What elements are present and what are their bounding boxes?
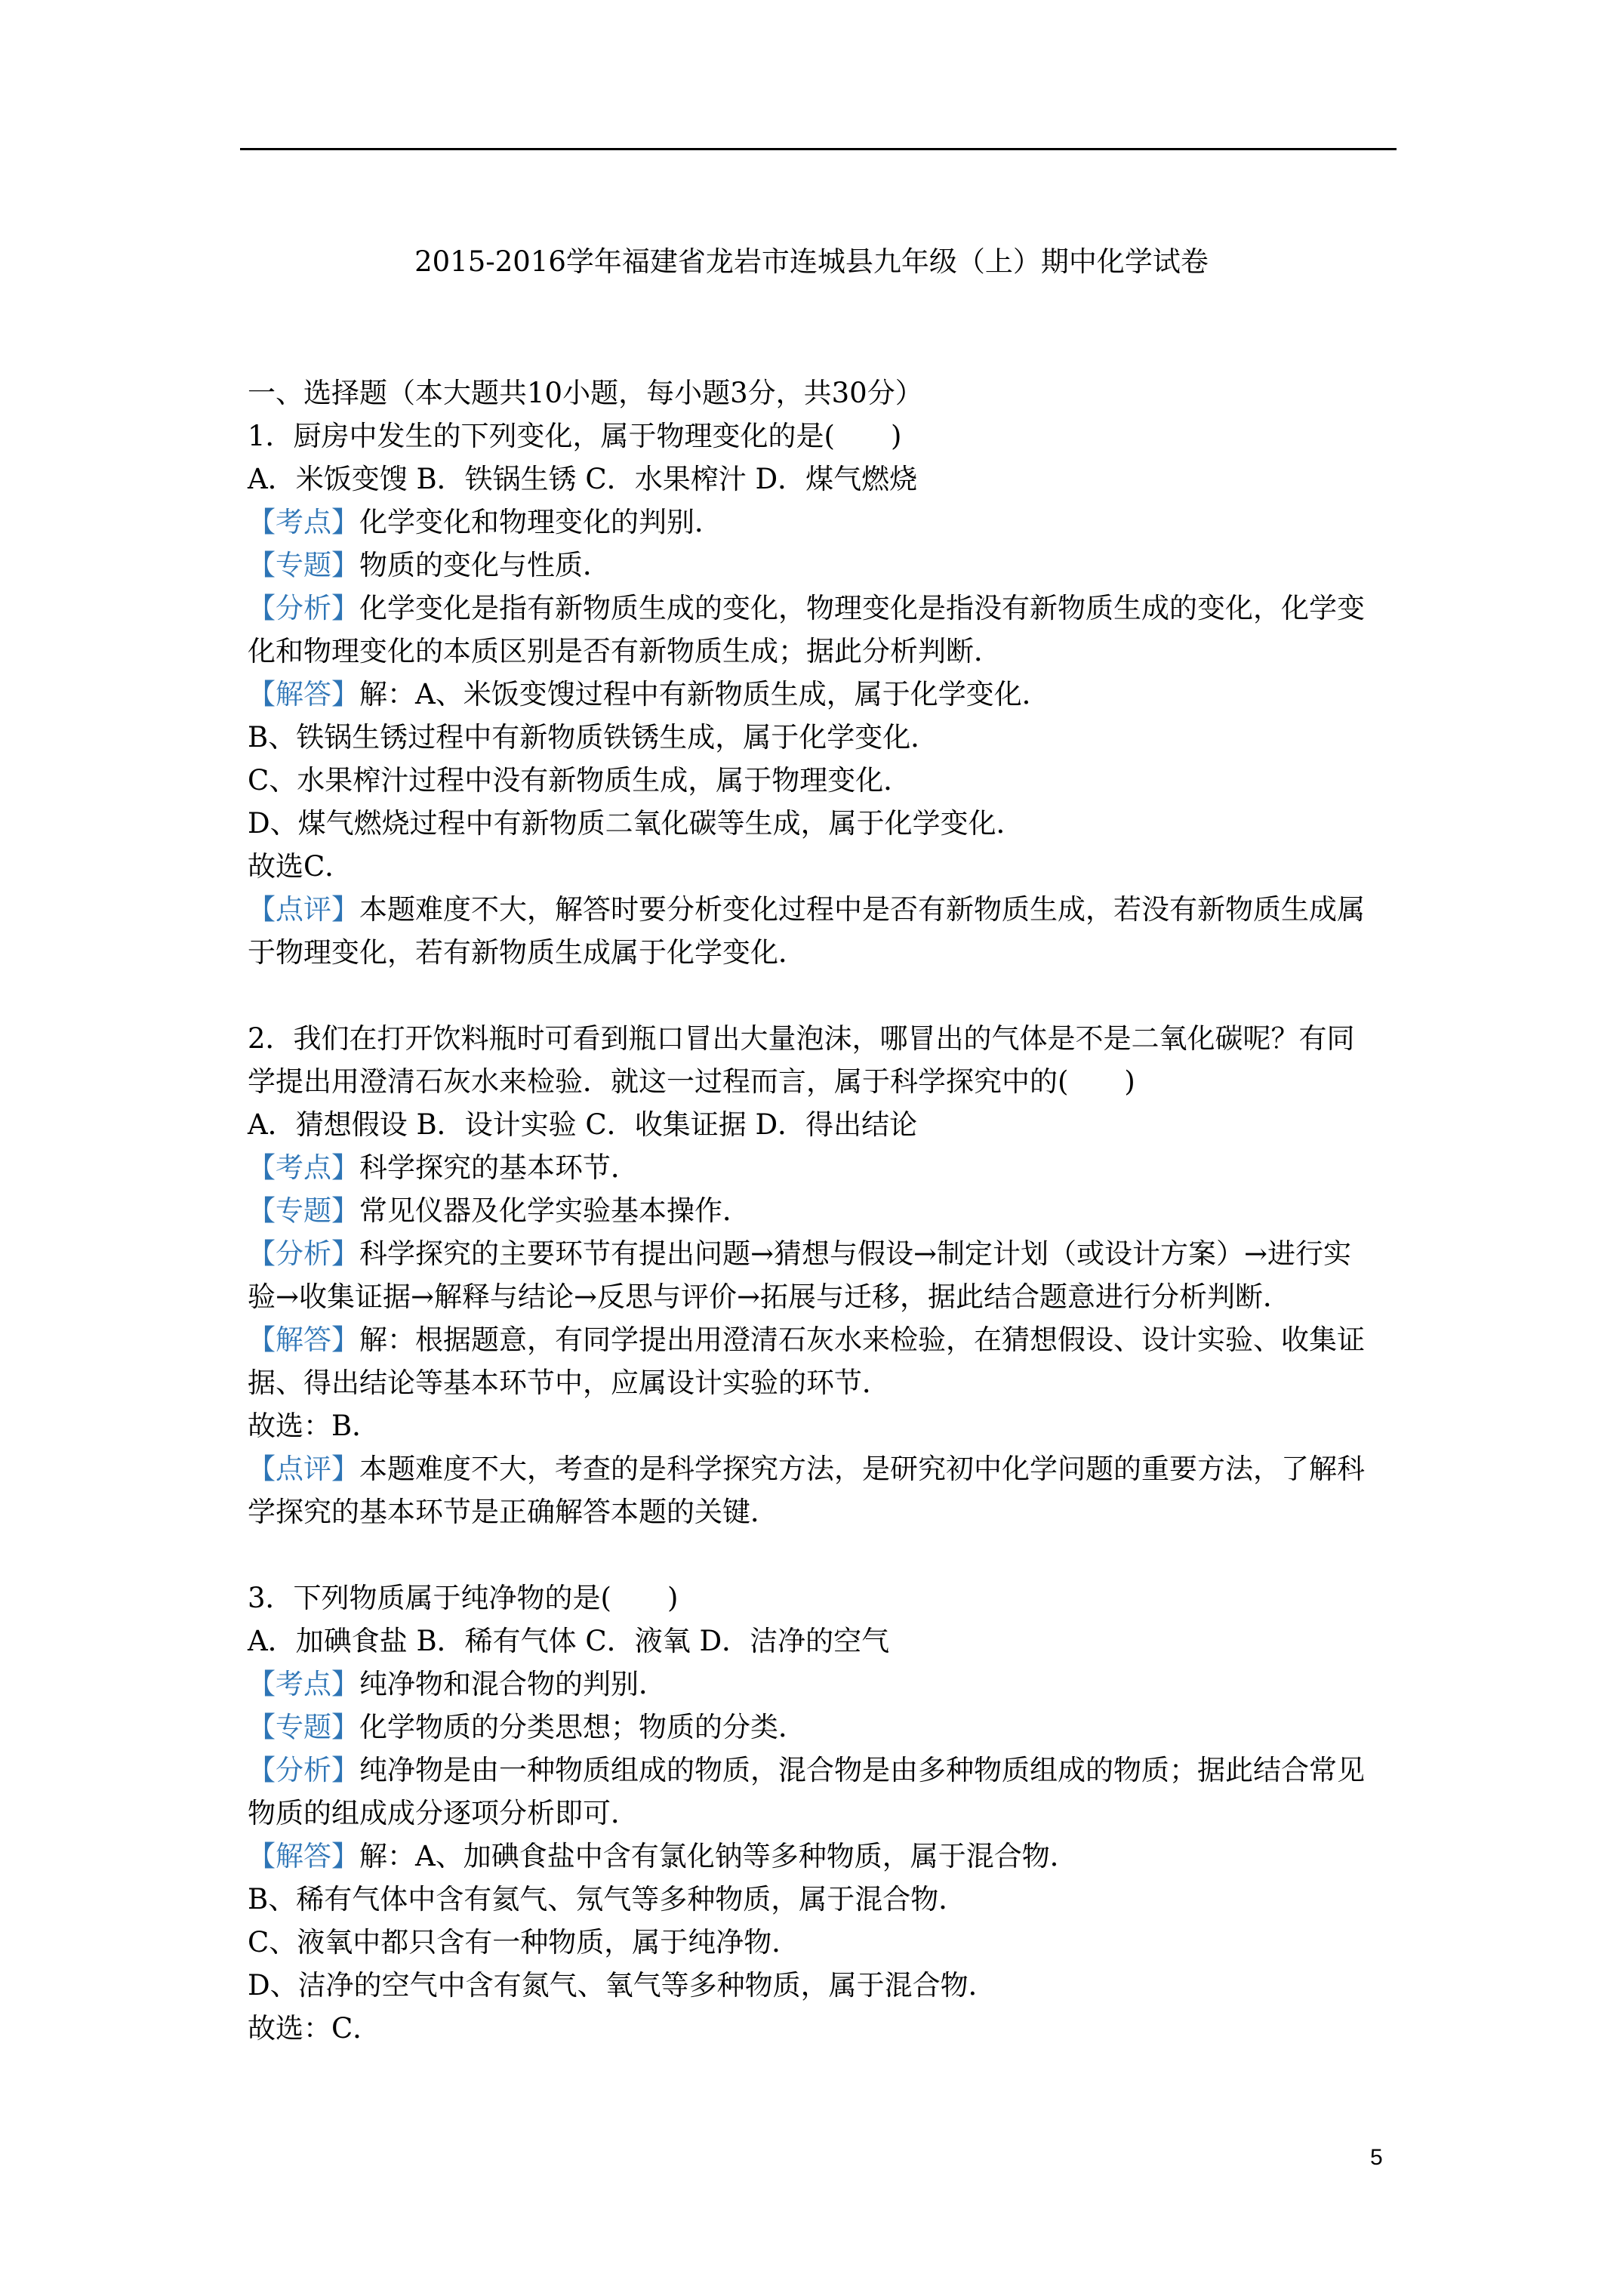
header-rule: [240, 148, 1397, 150]
question-options: A．猜想假设 B．设计实验 C．收集证据 D．得出结论: [248, 1108, 918, 1141]
answer-line: 故选C．: [248, 850, 353, 883]
question-stem: 1．厨房中发生的下列变化，属于物理变化的是( ): [248, 420, 902, 452]
fenxi-tag: 【分析】: [248, 1754, 359, 1786]
jieda-line: [248, 1318, 1395, 1361]
dianping-line: [248, 1447, 1395, 1490]
page-number: 5: [1370, 2145, 1383, 2170]
answer-line: 故选：C．: [248, 2012, 381, 2045]
jieda-line: C、液氧中都只含有一种物质，属于纯净物．: [248, 1926, 800, 1959]
jieda-tag: 【解答】: [248, 1840, 359, 1872]
fenxi-line: 化和物理变化的本质区别是否有新物质生成；据此分析判断．: [248, 635, 1002, 667]
zhuanti-line: [248, 1706, 1395, 1749]
kaodian-tag: 【考点】: [248, 506, 359, 538]
jieda-tag: 【解答】: [248, 1324, 359, 1356]
answer-line: 故选：B．: [248, 1410, 380, 1442]
question-options: A．米饭变馊 B．铁锅生锈 C．水果榨汁 D．煤气燃烧: [248, 463, 918, 495]
zhuanti-tag: 【专题】: [248, 549, 359, 581]
page-title: 2015-2016学年福建省龙岩市连城县九年级（上）期中化学试卷: [414, 245, 1209, 278]
zhuanti-tag: 【专题】: [248, 1711, 359, 1743]
kaodian-line: [248, 1146, 1395, 1189]
kaodian-text: 化学变化和物理变化的判别．: [359, 506, 722, 538]
dianping-text: 本题难度不大，考查的是科学探究方法，是研究初中化学问题的重要方法，了解科: [359, 1453, 1365, 1485]
dianping-tag: 【点评】: [248, 893, 359, 926]
zhuanti-line: [248, 544, 1395, 587]
dianping-line: [248, 888, 1395, 931]
question-3: [248, 1576, 1395, 2050]
zhuanti-tag: 【专题】: [248, 1194, 359, 1227]
fenxi-tag: 【分析】: [248, 592, 359, 624]
jieda-line: D、煤气燃烧过程中有新物质二氧化碳等生成，属于化学变化．: [248, 807, 1024, 840]
jieda-line: C、水果榨汁过程中没有新物质生成，属于物理变化．: [248, 764, 912, 797]
jieda-text: 解：A、米饭变馊过程中有新物质生成，属于化学变化．: [359, 678, 1050, 710]
document-body: [248, 371, 1395, 2050]
fenxi-tag: 【分析】: [248, 1237, 359, 1270]
jieda-text: 解：A、加碘食盐中含有氯化钠等多种物质，属于混合物．: [359, 1840, 1078, 1872]
jieda-line: D、洁净的空气中含有氮气、氧气等多种物质，属于混合物．: [248, 1969, 996, 2002]
zhuanti-text: 常见仪器及化学实验基本操作．: [359, 1194, 750, 1227]
jieda-text: 解：根据题意，有同学提出用澄清石灰水来检验，在猜想假设、设计实验、收集证: [359, 1324, 1365, 1356]
jieda-line: 据、得出结论等基本环节中，应属设计实验的环节．: [248, 1367, 890, 1399]
jieda-tag: 【解答】: [248, 678, 359, 710]
question-2: [248, 1017, 1395, 1533]
fenxi-text: 科学探究的主要环节有提出问题→猜想与假设→制定计划（或设计方案）→进行实: [359, 1237, 1352, 1270]
zhuanti-text: 物质的变化与性质．: [359, 549, 611, 581]
fenxi-line: [248, 1749, 1395, 1792]
zhuanti-line: [248, 1189, 1395, 1232]
jieda-line: B、稀有气体中含有氦气、氖气等多种物质，属于混合物．: [248, 1883, 967, 1915]
fenxi-line: 物质的组成成分逐项分析即可．: [248, 1797, 639, 1829]
question-options: A．加碘食盐 B．稀有气体 C．液氧 D．洁净的空气: [248, 1625, 890, 1657]
jieda-line: B、铁锅生锈过程中有新物质铁锈生成，属于化学变化．: [248, 721, 939, 754]
fenxi-text: 化学变化是指有新物质生成的变化，物理变化是指没有新物质生成的变化，化学变: [359, 592, 1365, 624]
jieda-line: [248, 1835, 1395, 1878]
kaodian-text: 科学探究的基本环节．: [359, 1151, 639, 1184]
question-1: [248, 415, 1395, 974]
kaodian-line: [248, 1663, 1395, 1706]
dianping-tag: 【点评】: [248, 1453, 359, 1485]
question-stem: 学提出用澄清石灰水来检验．就这一过程而言，属于科学探究中的( ): [248, 1065, 1135, 1098]
dianping-text: 本题难度不大，解答时要分析变化过程中是否有新物质生成，若没有新物质生成属: [359, 893, 1365, 926]
question-stem: 2．我们在打开饮料瓶时可看到瓶口冒出大量泡沫，哪冒出的气体是不是二氧化碳呢？有同: [248, 1022, 1355, 1055]
zhuanti-text: 化学物质的分类思想；物质的分类．: [359, 1711, 806, 1743]
dianping-line: 学探究的基本环节是正确解答本题的关键．: [248, 1496, 778, 1528]
dianping-line: 于物理变化，若有新物质生成属于化学变化．: [248, 936, 806, 969]
jieda-line: [248, 673, 1395, 716]
kaodian-text: 纯净物和混合物的判别．: [359, 1668, 667, 1700]
fenxi-line: [248, 1232, 1395, 1275]
section-heading: 一、选择题（本大题共10小题，每小题3分，共30分）: [248, 377, 923, 409]
kaodian-line: [248, 501, 1395, 544]
fenxi-text: 纯净物是由一种物质组成的物质，混合物是由多种物质组成的物质；据此结合常见: [359, 1754, 1365, 1786]
fenxi-line: [248, 587, 1395, 630]
question-stem: 3．下列物质属于纯净物的是( ): [248, 1582, 679, 1614]
kaodian-tag: 【考点】: [248, 1151, 359, 1184]
fenxi-line: 验→收集证据→解释与结论→反思与评价→拓展与迁移，据此结合题意进行分析判断．: [248, 1281, 1292, 1313]
kaodian-tag: 【考点】: [248, 1668, 359, 1700]
